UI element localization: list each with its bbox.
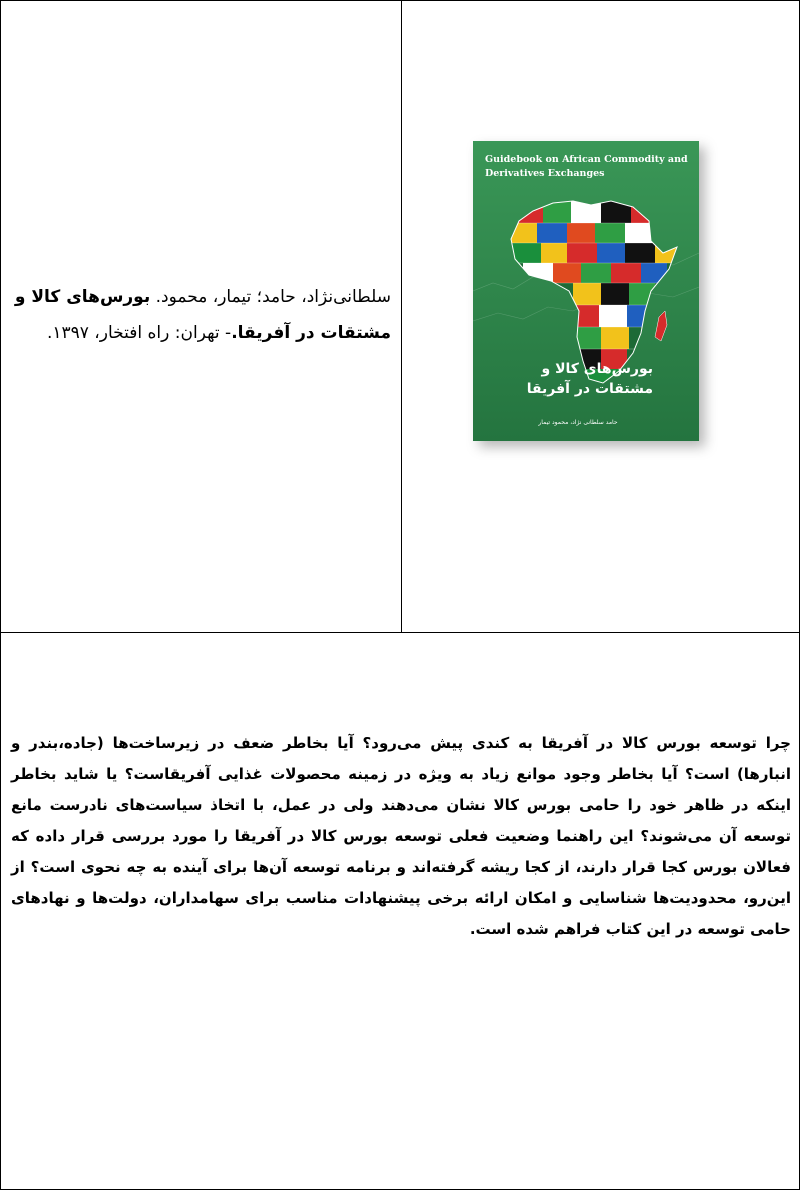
cover-persian-title: بورس‌های کالا و مشتقات در آفریقا xyxy=(526,361,653,397)
citation-title: بورس‌های کالا و مشتقات در آفریقا. xyxy=(14,287,391,343)
table-divider-vertical xyxy=(401,1,402,633)
citation-publication: - تهران: راه افتخار، ۱۳۹۷. xyxy=(46,323,232,343)
cover-authors: حامد سلطانی نژاد، محمود تیمار xyxy=(538,419,618,426)
book-cover xyxy=(473,141,699,441)
book-abstract: چرا توسعه بورس کالا در آفریقا به کندی پیش می‌رود؟ آیا بخاطر ضعف در زیرساخت‌ها (جاده،بندر و انبارها) است؟ آیا بخاطر وجود موانع زیاد به ویژه در زمینه محصولات غذایی آفریقاست؟ یا شاید بخاطر اینکه در ظاهر خود را حامی بورس کالا نشان می‌دهند ولی در عمل، با اتخاذ سیاست‌های نادرست مانع توسعه آن می‌شوند؟ این راهنما وضعیت فعلی توسعه بورس کالا در آفریقا را مورد بررسی قرار داده که فعالان بورس کجا قرار دارند، از کجا ریشه گرفته‌اند و برنامه توسعه آن‌ها برای آینده به چه نحوی است؟ از این‌رو، محدودیت‌ها شناسایی و امکان ارائه برخی پیشنهادات مناسب برای سهامداران، دولت‌ها و نهادهای حامی توسعه در این کتاب فراهم شده است. xyxy=(11,734,791,938)
book-citation xyxy=(11,279,391,351)
table-divider-horizontal xyxy=(1,632,799,633)
cover-art xyxy=(473,141,699,441)
cover-english-title: Guidebook on African Commodity and Derivatives Exchanges xyxy=(485,154,688,179)
citation-authors: سلطانی‌نژاد، حامد؛ تیمار، محمود. xyxy=(155,287,391,307)
